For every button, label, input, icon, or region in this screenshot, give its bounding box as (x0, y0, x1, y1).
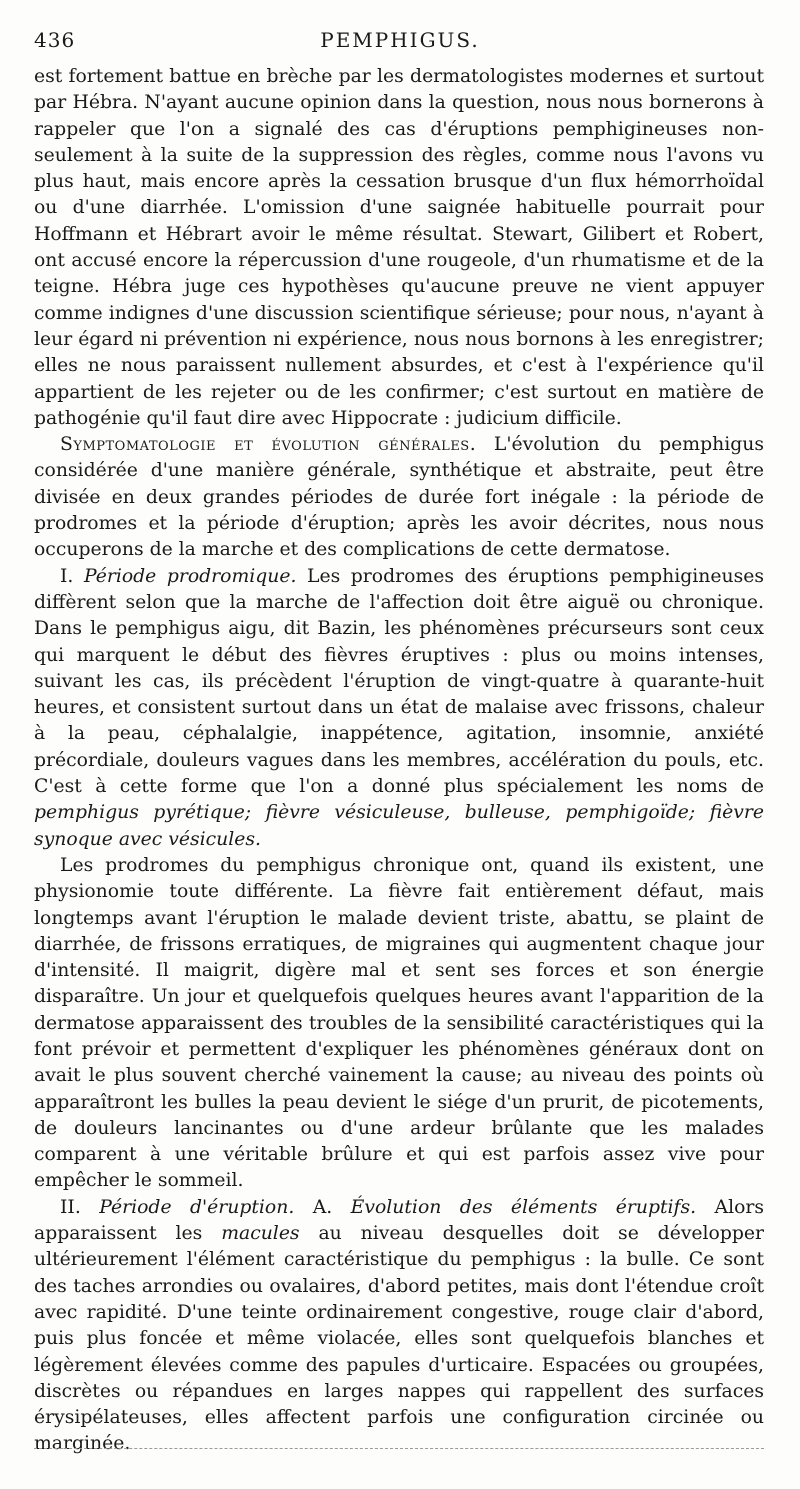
italic-term: macules (221, 1223, 300, 1245)
paragraph-text: Les prodromes des éruptions pemphigineuses diffèrent selon que la marche de l'affection doit être aiguë ou chronique. Dans le pemphigus aigu, dit Bazin, les phénomènes précurseurs sont ceux qui marquent le début des fièvres éruptives : plus ou moins intenses, suivant les cas, ils précèdent l'éruption de vingt-quatre à quarante-huit heures, et consistent surtout dans un état de malaise avec frissons, chaleur à la peau, céphalalgie, inappétence, agitation, insomnie, anxiété précordiale, douleurs vagues dans les membres, accélération du pouls, etc. C'est à cette forme que l'on a donné plus spécialement les noms de (34, 565, 764, 798)
italic-terms: pemphigus pyrétique; fièvre vésiculeuse, bulleuse, pemphigoïde; fièvre synoque avec vésicules. (34, 802, 764, 850)
body-text (34, 64, 764, 1458)
paragraph-text: Alors apparaissent les (34, 1196, 765, 1245)
section-heading: Symptomatologie et évolution générales. (60, 434, 477, 456)
paragraph-continuation (34, 64, 764, 432)
paragraph-text: L'évolution du pemphigus considérée d'une manière générale, synthétique et abstraite, peut être divisée en deux grandes périodes de durée fort inégale : la période de prodromes et la période d'éruption; après les avoir décrites, nous nous occuperons de la marche et des complications de cette dermatose. (34, 434, 764, 561)
paragraph-symptomatologie (34, 432, 764, 563)
paragraph-pemphigus-chronique (34, 853, 764, 1195)
paragraph-text: Les prodromes du pemphigus chronique ont, quand ils existent, une physionomie toute différente. La fièvre fait entièrement défaut, mais longtemps avant l'éruption le malade devient triste, abattu, se plaint de diarrhée, de frissons erratiques, de migraines qui augmentent chaque jour d'intensité. Il maigrit, digère mal et sent ses forces et son énergie disparaître. Un jour et quelquefois quelques heures avant l'apparition de la dermatose apparaissent des troubles de la sensibilité caractéristiques qui la font prévoir et permettent d'expliquer les phénomènes généraux dont on avait le plus souvent cherché vainement la cause; au niveau des points où apparaîtront les bulles la peau devient le siége d'un prurit, de picotements, de douleurs lancinantes ou d'une ardeur brûlante que les malades comparent à une véritable brûlure et qui est parfois assez vive pour empêcher le sommeil. (34, 854, 764, 1192)
paragraph-periode-prodromique (34, 564, 764, 853)
section-heading: Période prodromique. (83, 565, 297, 587)
paragraph-text: est fortement battue en brèche par les dermatologistes modernes et surtout par Hébra. N'ayant aucune opinion dans la question, nous nous bornerons à rappeler que l'on a signalé des cas d'éruptions pemphigineuses non-seulement à la suite de la suppression des règles, comme nous l'avons vu plus haut, mais encore après la cessation brusque d'un flux hémorrhoïdal ou d'une diarrhée. L'omission d'une saignée habituelle pourrait pour Hoffmann et Hébrart avoir le même résultat. Stewart, Gilibert et Robert, ont accusé encore la répercussion d'une rougeole, d'un rhumatisme et de la teigne. Hébra juge ces hypothèses qu'aucune preuve ne vient appuyer comme indignes d'une discussion scientifique sérieuse; pour nous, n'ayant à leur égard ni prévention ni expérience, nous nous bornons à les enregistrer; elles ne nous paraissent nullement absurdes, et c'est à l'expérience qu'il appartient de les rejeter ou de les confirmer; c'est surtout en matière de pathogénie qu'il faut dire avec Hippocrate : judicium difficile. (34, 66, 764, 429)
footer-scan-marks (34, 1448, 764, 1449)
page-number: 436 (34, 28, 76, 52)
subsection-heading: Évolution des éléments éruptifs. (350, 1196, 697, 1218)
section-number: II. (60, 1196, 100, 1218)
paragraph-periode-eruption (34, 1195, 764, 1458)
running-head: PEMPHIGUS. (320, 28, 480, 52)
subsection-letter: A. (294, 1196, 351, 1218)
paragraph-text: au niveau desquelles doit se développer ultérieurement l'élément caractéristique du pemphigus : la bulle. Ce sont des taches arrondies ou ovalaires, d'abord petites, mais dont l'étendue croît avec rapidité. D'une teinte ordinairement congestive, rouge clair d'abord, puis plus foncée et même violacée, elles sont quelquefois blanches et légèrement élevées comme des papules d'urticaire. Espacées ou groupées, discrètes ou répandues en larges nappes qui rappellent des surfaces érysipélateuses, elles affectent parfois une configuration circinée ou marginée. (34, 1223, 764, 1455)
section-number: I. (60, 565, 84, 587)
page-header (34, 28, 766, 58)
section-heading: Période d'éruption. (99, 1196, 295, 1218)
